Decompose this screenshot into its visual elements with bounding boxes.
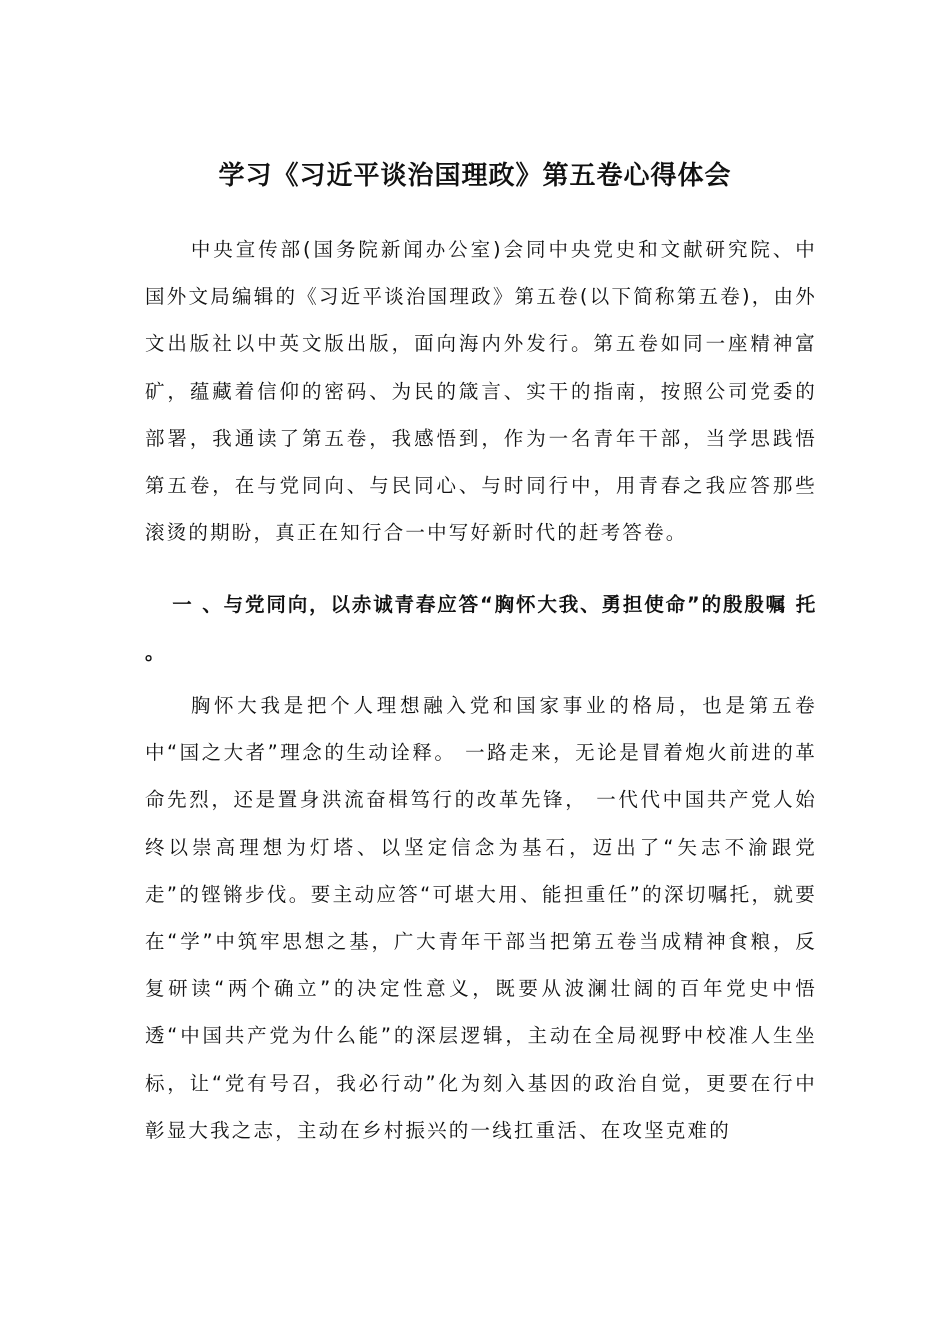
- document-title: 学习《习近平谈治国理政》第五卷心得体会: [218, 161, 732, 191]
- section-heading: 一 、与党同向，以赤诚青春应答“胸怀大我、勇担使命”的殷殷嘱 托 。: [145, 593, 817, 664]
- intro-paragraph: 中央宣传部(国务院新闻办公室)会同中央党史和文献研究院、中国外文局编辑的《习近平谈治国理政》第五卷(以下简称第五卷)，由外文出版社以中英文版出版，面向海内外发行。第五卷如同一座精神富矿，蕴藏着信仰的密码、为民的箴言、实干的指南，按照公司党委的部署，我通读了第五卷，我感悟到，作为一名青年干部，当学思践悟第五卷，在与党同向、与民同心、与时同行中，用青春之我应答那些滚烫的期盼，真正在知行合一中写好新时代的赶考答卷。: [145, 238, 817, 545]
- section-paragraph: 胸怀大我是把个人理想融入党和国家事业的格局，也是第五卷中“国之大者”理念的生动诠释。 一路走来，无论是冒着炮火前进的革命先烈，还是置身洪流奋楫笃行的改革先锋， 一代代中国共产党人始终以崇高理想为灯塔、以坚定信念为基石，迈出了“矢志不渝跟党走”的铿锵步伐。要主动应答“可堪大用、能担重任”的深切嘱托，就要在“学”中筑牢思想之基，广大青年干部当把第五卷当成精神食粮，反复研读“两个确立”的决定性意义，既要从波澜壮阔的百年党史中悟透“中国共产党为什么能”的深层逻辑，主动在全局视野中校准人生坐标，让“党有号召，我必行动”化为刻入基因的政治自觉，更要在行中彰显大我之志，主动在乡村振兴的一线扛重活、在攻坚克难的: [145, 694, 817, 1142]
